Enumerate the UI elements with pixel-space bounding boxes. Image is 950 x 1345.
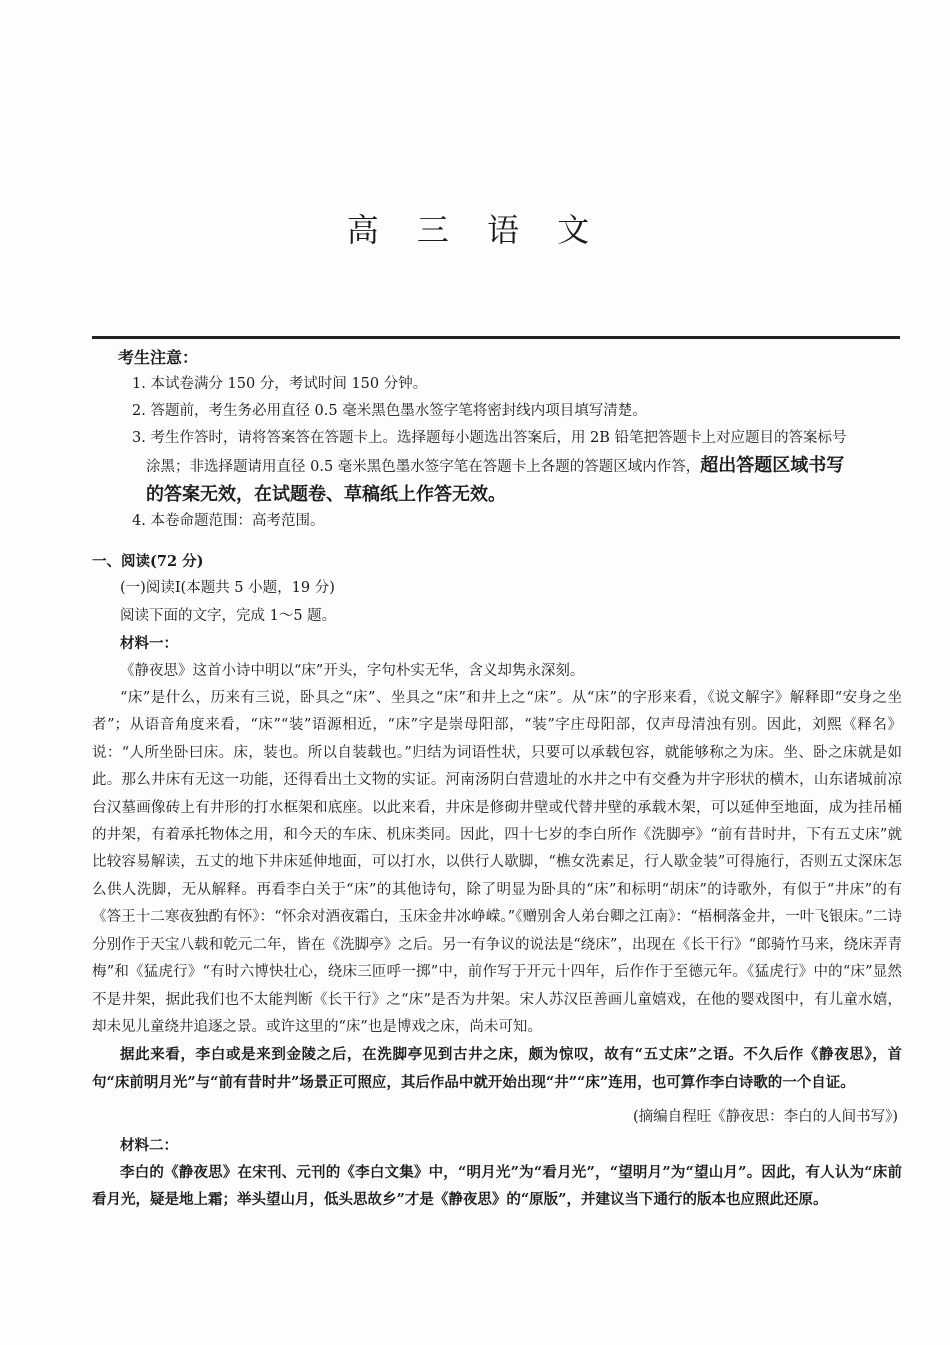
section-heading: 一、阅读(72 分)	[92, 553, 204, 570]
notice-item-3: 3. 考生作答时，请将答案答在答题卡上。选择题每小题选出答案后，用 2B 铅笔把答题卡上对应题目的答案标号	[132, 430, 847, 446]
instruction: 阅读下面的文字，完成 1～5 题。	[120, 607, 337, 624]
sub-heading: (一)阅读Ⅰ(本题共 5 小题，19 分)	[120, 580, 335, 597]
material1-para-1: 《静夜思》这首小诗中明以“床”开头，字句朴实无华，含义却隽永深刻。	[120, 662, 585, 679]
page-title: 高 三 语 文	[346, 211, 604, 249]
notice-emphasis-2: 的答案无效，在试题卷、草稿纸上作答无效。	[146, 484, 506, 505]
material1-title: 材料一：	[120, 635, 178, 653]
reading-section	[92, 548, 902, 1214]
notice-item-3-line2: 涂黑；非选择题请用直径 0.5 毫米黑色墨水签字笔在答题卡上各题的答题区域内作答，	[146, 459, 701, 475]
notice-item-2: 2. 答题前，考生务必用直径 0.5 毫米黑色墨水签字笔将密封线内项目填写清楚。	[132, 403, 647, 419]
notice-item-1: 1. 本试卷满分 150 分，考试时间 150 分钟。	[132, 376, 428, 392]
material1-citation: (摘编自程旺《静夜思：李白的人间书写》)	[632, 1109, 898, 1126]
notice-item-3-continued	[118, 452, 908, 481]
notice-emphasis-1: 超出答题区域书写	[700, 455, 845, 476]
material1-para-3: 据此来看，李白或是来到金陵之后，在洗脚亭见到古井之床，颇为惊叹，故有“五丈床”之语。不久后作《静夜思》，首句“床前明月光”与“前有昔时井”场景正可照应，其后作品中就开始出现“井”“床”连用，也可算作李白诗歌的一个自证。	[92, 1046, 902, 1091]
notice-title: 考生注意：	[118, 348, 199, 367]
material2-para-1: 李白的《静夜思》在宋刊、元刊的《李白文集》中，“明月光”为“看月光”，“望明月”为“望山月”。因此，有人认为“床前看月光，疑是地上霜；举头望山月，低头思故乡”才是《静夜思》的“原版”，并建议当下通行的版本也应照此还原。	[92, 1163, 902, 1209]
header-divider	[92, 336, 900, 339]
exam-notice	[118, 344, 908, 535]
material1-para-2: “床”是什么，历来有三说，卧具之“床”、坐具之“床”和井上之“床”。从“床”的字形来看，《说文解字》解释即“安身之坐者”；从语音角度来看，“床”“装”语源相近，“床”字是崇母阳部，“装”字庄母阳部，仅声母清浊有别。因此，刘熙《释名》说：“人所坐卧曰床。床，装也。所以自装载也。”归结为词语性状，只要可以承载包容，就能够称之为床。坐、卧之床就是如此。那么井床有无这一功能，还得看出土文物的实证。河南汤阴白营遗址的水井之中有交叠为井字形状的横木，山东诸城前凉台汉墓画像砖上有井形的打水框架和底座。以此来看，井床是修砌井壁或代替井壁的承载木架，可以延伸至地面，成为挂吊桶的井架，有着承托物体之用，和今天的车床、机床类同。因此，四十七岁的李白所作《洗脚亭》“前有昔时井，下有五丈床”就比较容易解读，五丈的地下井床延伸地面，可以打水，以供行人歇脚，“樵女洗素足，行人歇金装”可得施行，否则五丈深床怎么供人洗脚，无从解释。再看李白关于“床”的其他诗句，除了明显为卧具的“床”和标明“胡床”的诗歌外，有似于“井床”的有《答王十二寒夜独酌有怀》：“怀余对酒夜霜白，玉床金井冰峥嵘。”《赠别舍人弟台卿之江南》：“梧桐落金井，一叶飞银床。”二诗分别作于天宝八载和乾元二年，皆在《洗脚亭》之后。另一有争议的说法是“绕床”，出现在《长干行》“郎骑竹马来，绕床弄青梅”和《猛虎行》“有时六博快壮心，绕床三匝呼一掷”中，前作写于开元十四年，后作作于至德元年。《猛虎行》中的“床”显然不是井架，据此我们也不太能判断《长干行》之“床”是否为井架。宋人苏汉臣善画儿童嬉戏，在他的婴戏图中，有儿童水嬉，却未见儿童绕井追逐之景。或许这里的“床”也是博戏之床，尚未可知。	[92, 690, 902, 1035]
material2-title: 材料二：	[120, 1136, 178, 1154]
notice-item-4: 4. 本卷命题范围：高考范围。	[132, 513, 325, 529]
